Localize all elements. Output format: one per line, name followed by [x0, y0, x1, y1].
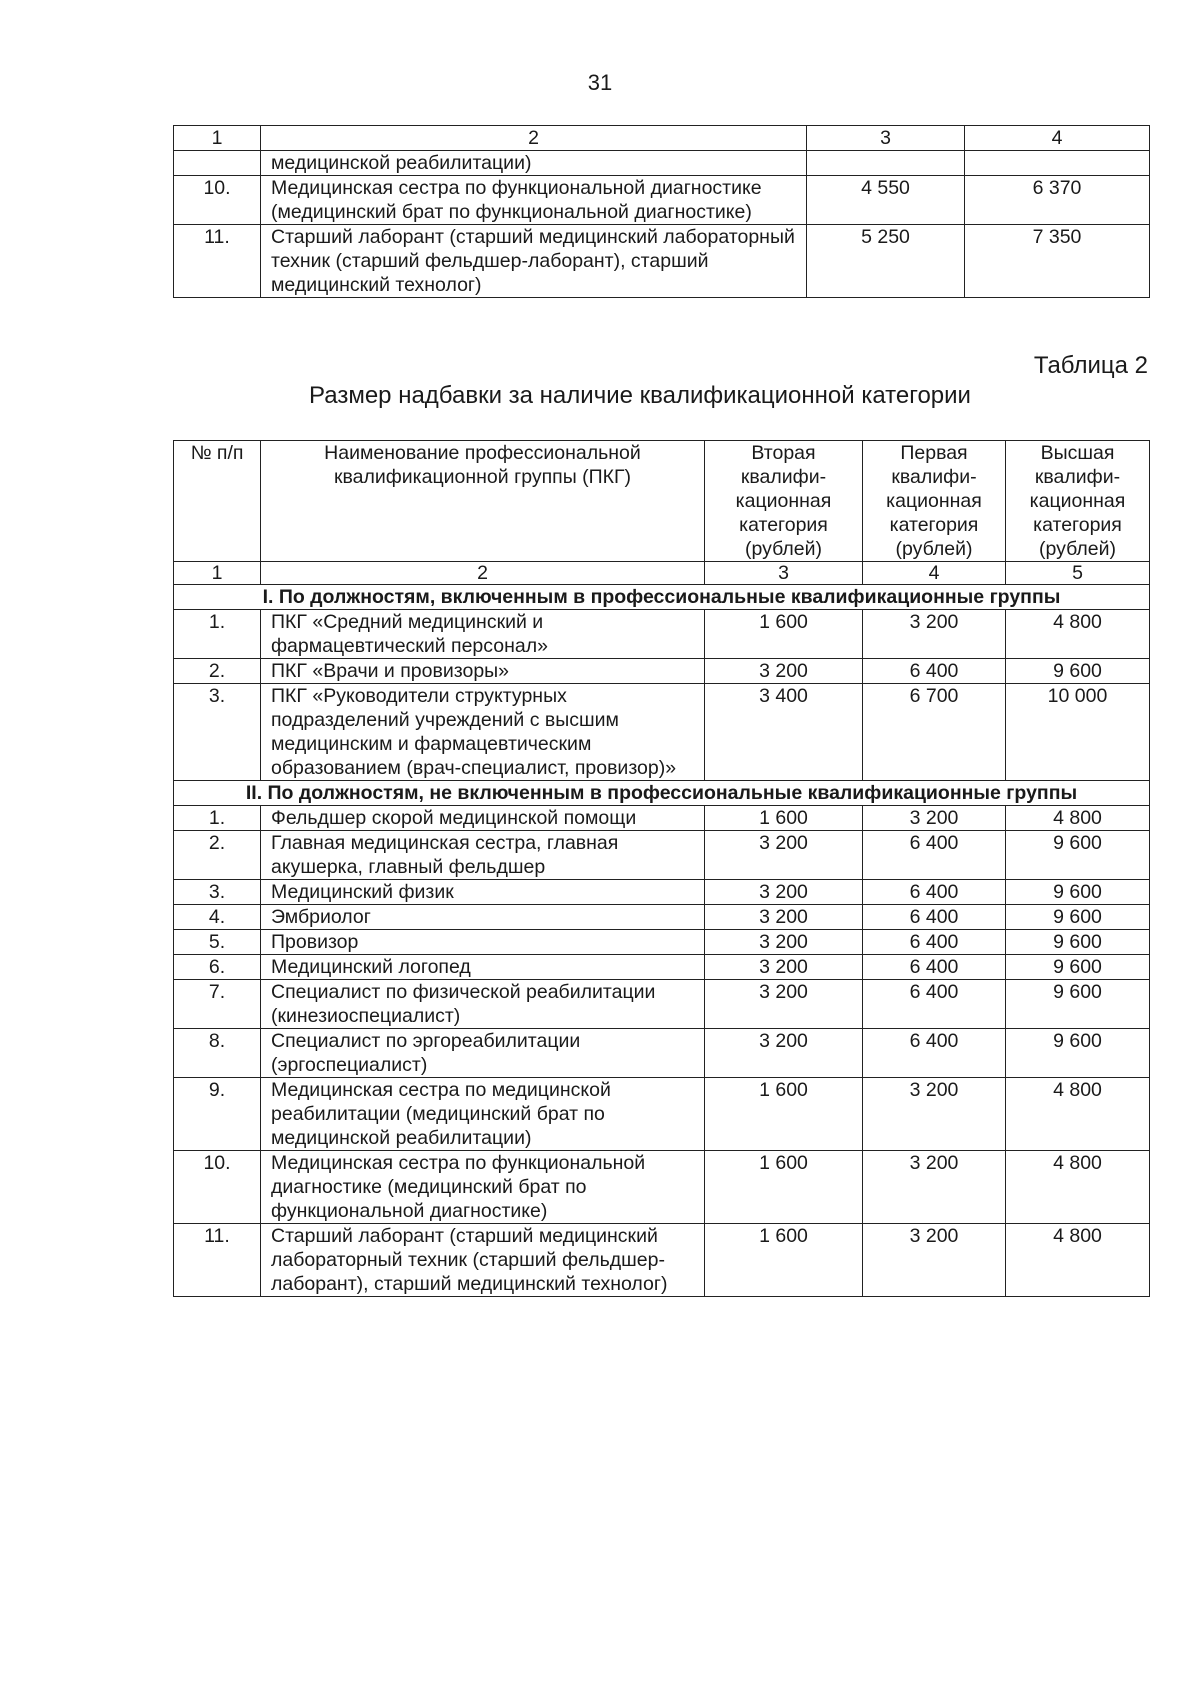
table-1-header-cell: 3 — [807, 126, 965, 151]
position-name: Медицинская сестра по функциональной диагностике (медицинский брат по функциональной диагностике) — [261, 176, 807, 225]
table-row — [174, 905, 1150, 930]
second-category-value: 1 600 — [705, 610, 863, 659]
position-name: Фельдшер скорой медицинской помощи — [261, 806, 705, 831]
section-2-heading-row — [174, 781, 1150, 806]
row-number: 9. — [174, 1078, 261, 1151]
table-row — [174, 955, 1150, 980]
table-row — [174, 1224, 1150, 1297]
row-number: 7. — [174, 980, 261, 1029]
position-name: Старший лаборант (старший медицинский лабораторный техник (старший фельдшер-лаборант), старший медицинский технолог) — [261, 225, 807, 298]
column-number: 2 — [261, 562, 705, 585]
table-1-header-row — [174, 126, 1150, 151]
row-number: 1. — [174, 806, 261, 831]
page-number: 31 — [587, 70, 613, 95]
position-name: Старший лаборант (старший медицинский лабораторный техник (старший фельдшер-лаборант), старший медицинский технолог) — [261, 1224, 705, 1297]
highest-category-value: 9 600 — [1006, 659, 1150, 684]
position-name: медицинской реабилитации) — [261, 151, 807, 176]
header-number: № п/п — [174, 441, 261, 562]
row-number: 2. — [174, 659, 261, 684]
second-category-value: 1 600 — [705, 1151, 863, 1224]
row-number: 4. — [174, 905, 261, 930]
table-row — [174, 980, 1150, 1029]
second-category-value: 3 200 — [705, 930, 863, 955]
second-category-value: 1 600 — [705, 806, 863, 831]
highest-category-value: 9 600 — [1006, 880, 1150, 905]
table-row — [174, 1151, 1150, 1224]
table-row — [174, 176, 1150, 225]
position-name: Медицинская сестра по медицинской реабилитации (медицинский брат по медицинской реабилитации) — [261, 1078, 705, 1151]
table-row — [174, 151, 1150, 176]
row-number: 2. — [174, 831, 261, 880]
first-category-value: 6 700 — [863, 684, 1006, 781]
column-number: 5 — [1006, 562, 1150, 585]
row-number — [174, 151, 261, 176]
first-category-value: 6 400 — [863, 831, 1006, 880]
row-number: 8. — [174, 1029, 261, 1078]
highest-category-value: 9 600 — [1006, 1029, 1150, 1078]
second-category-value: 3 200 — [705, 831, 863, 880]
second-category-value: 3 400 — [705, 684, 863, 781]
position-name: ПКГ «Врачи и провизоры» — [261, 659, 705, 684]
first-category-value: 6 400 — [863, 955, 1006, 980]
table-row — [174, 610, 1150, 659]
highest-category-value: 9 600 — [1006, 930, 1150, 955]
highest-category-value: 4 800 — [1006, 1151, 1150, 1224]
first-category-value: 3 200 — [863, 1224, 1006, 1297]
section-2-title: II. По должностям, не включенным в профессиональные квалификационные группы — [174, 781, 1150, 806]
value-cell — [807, 151, 965, 176]
value-cell — [965, 151, 1150, 176]
row-number: 5. — [174, 930, 261, 955]
table-row — [174, 880, 1150, 905]
table-1-header-cell: 1 — [174, 126, 261, 151]
row-number: 10. — [174, 176, 261, 225]
highest-category-value: 10 000 — [1006, 684, 1150, 781]
first-category-value: 6 400 — [863, 905, 1006, 930]
column-number: 4 — [863, 562, 1006, 585]
table-row — [174, 1029, 1150, 1078]
first-category-value: 3 200 — [863, 806, 1006, 831]
second-category-value: 3 200 — [705, 1029, 863, 1078]
value-cell: 7 350 — [965, 225, 1150, 298]
second-category-value: 1 600 — [705, 1224, 863, 1297]
row-number: 1. — [174, 610, 261, 659]
header-name: Наименование профессиональной квалификационной группы (ПКГ) — [261, 441, 705, 562]
value-cell: 4 550 — [807, 176, 965, 225]
highest-category-value: 9 600 — [1006, 955, 1150, 980]
table-2 — [173, 440, 1150, 1297]
second-category-value: 3 200 — [705, 980, 863, 1029]
value-cell: 6 370 — [965, 176, 1150, 225]
row-number: 10. — [174, 1151, 261, 1224]
table-1-header-cell: 2 — [261, 126, 807, 151]
value-cell: 5 250 — [807, 225, 965, 298]
first-category-value: 6 400 — [863, 659, 1006, 684]
table-row — [174, 831, 1150, 880]
row-number: 11. — [174, 225, 261, 298]
position-name: Специалист по эргореабилитации (эргоспециалист) — [261, 1029, 705, 1078]
highest-category-value: 9 600 — [1006, 831, 1150, 880]
row-number: 11. — [174, 1224, 261, 1297]
header-highest-category: Высшая квалифи-кационная категория (рублей) — [1006, 441, 1150, 562]
first-category-value: 3 200 — [863, 1151, 1006, 1224]
table-2-title: Размер надбавки за наличие квалификационной категории — [309, 382, 971, 409]
position-name: ПКГ «Руководители структурных подразделений учреждений с высшим медицинским и фармацевтическим образованием (врач-специалист, провизор)» — [261, 684, 705, 781]
second-category-value: 3 200 — [705, 880, 863, 905]
highest-category-value: 4 800 — [1006, 610, 1150, 659]
position-name: Главная медицинская сестра, главная акушерка, главный фельдшер — [261, 831, 705, 880]
table-row — [174, 806, 1150, 831]
position-name: Медицинский логопед — [261, 955, 705, 980]
row-number: 6. — [174, 955, 261, 980]
header-second-category: Вторая квалифи-кационная категория (рублей) — [705, 441, 863, 562]
table-row — [174, 1078, 1150, 1151]
table-2-header-row — [174, 441, 1150, 562]
table-row — [174, 930, 1150, 955]
position-name: Медицинская сестра по функциональной диагностике (медицинский брат по функциональной диагностике) — [261, 1151, 705, 1224]
highest-category-value: 4 800 — [1006, 1078, 1150, 1151]
table-row — [174, 684, 1150, 781]
second-category-value: 3 200 — [705, 659, 863, 684]
section-1-heading-row — [174, 585, 1150, 610]
first-category-value: 6 400 — [863, 1029, 1006, 1078]
row-number: 3. — [174, 684, 261, 781]
first-category-value: 6 400 — [863, 930, 1006, 955]
highest-category-value: 4 800 — [1006, 1224, 1150, 1297]
row-number: 3. — [174, 880, 261, 905]
highest-category-value: 9 600 — [1006, 905, 1150, 930]
column-number: 1 — [174, 562, 261, 585]
table-2-column-numbers — [174, 562, 1150, 585]
first-category-value: 3 200 — [863, 1078, 1006, 1151]
second-category-value: 3 200 — [705, 955, 863, 980]
column-number: 3 — [705, 562, 863, 585]
highest-category-value: 4 800 — [1006, 806, 1150, 831]
position-name: Медицинский физик — [261, 880, 705, 905]
section-1-title: I. По должностям, включенным в профессиональные квалификационные группы — [174, 585, 1150, 610]
position-name: ПКГ «Средний медицинский и фармацевтический персонал» — [261, 610, 705, 659]
table-1-continuation — [173, 125, 1150, 298]
position-name: Провизор — [261, 930, 705, 955]
first-category-value: 3 200 — [863, 610, 1006, 659]
table-row — [174, 225, 1150, 298]
table-2-label: Таблица 2 — [1033, 352, 1148, 379]
position-name: Эмбриолог — [261, 905, 705, 930]
highest-category-value: 9 600 — [1006, 980, 1150, 1029]
second-category-value: 1 600 — [705, 1078, 863, 1151]
first-category-value: 6 400 — [863, 880, 1006, 905]
first-category-value: 6 400 — [863, 980, 1006, 1029]
table-row — [174, 659, 1150, 684]
table-1-header-cell: 4 — [965, 126, 1150, 151]
header-first-category: Первая квалифи-кационная категория (рублей) — [863, 441, 1006, 562]
second-category-value: 3 200 — [705, 905, 863, 930]
position-name: Специалист по физической реабилитации (кинезиоспециалист) — [261, 980, 705, 1029]
